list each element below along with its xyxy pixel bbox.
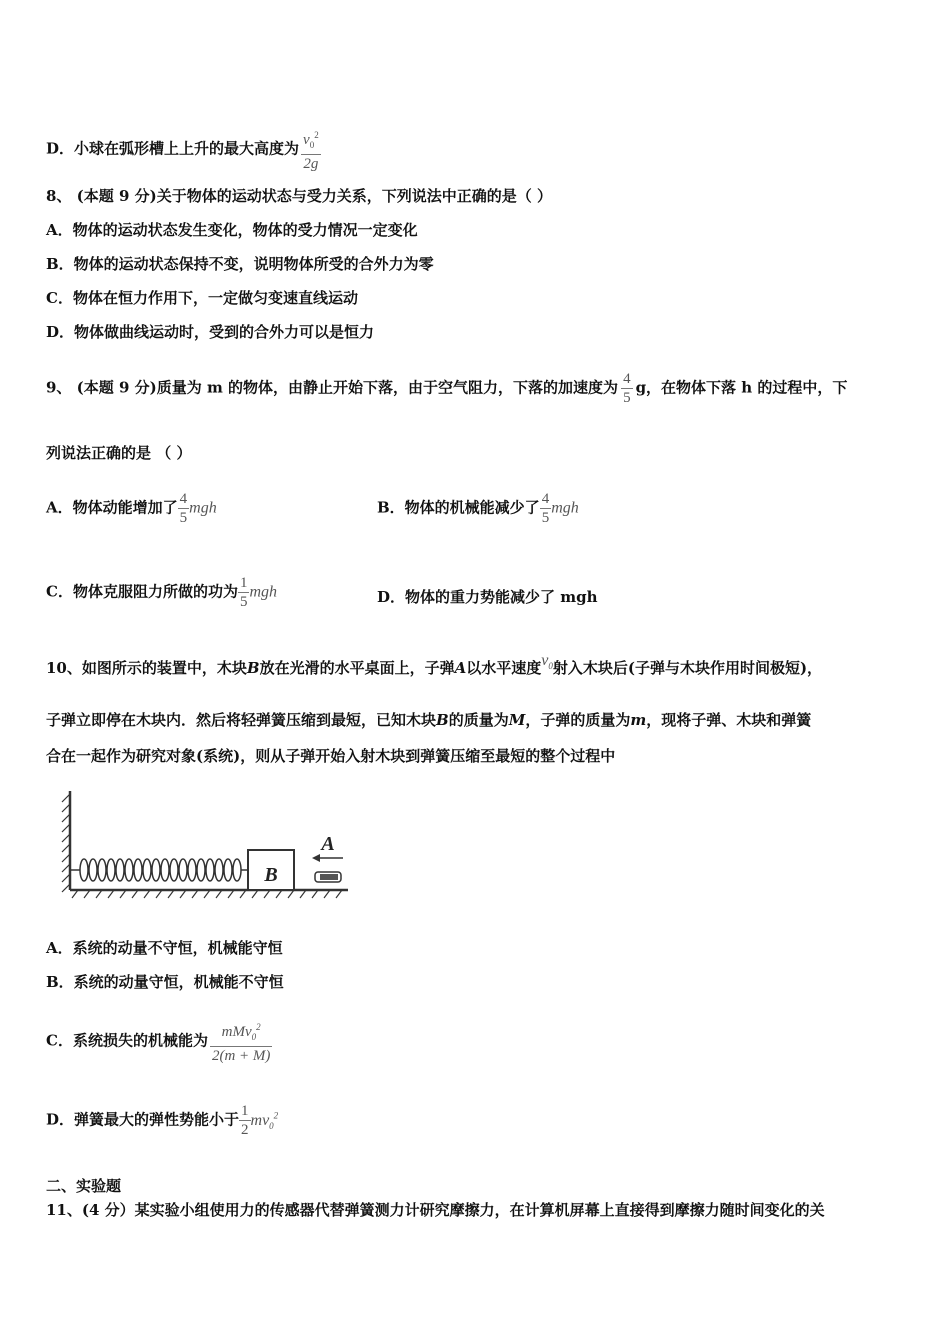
- q9-stem-line1: [46, 370, 847, 407]
- q7-option-d: [46, 126, 321, 173]
- q10-option-d-fraction: $\frac{1}{2}$: [241, 1103, 249, 1138]
- spring: [80, 859, 241, 881]
- q10-option-c: C．系统损失的机械能为 $\frac{mMv_0^2}{2(m + M)}$: [46, 1018, 272, 1065]
- block-b-label: B: [264, 864, 278, 886]
- q7-option-d-text: D．小球在弧形槽上上升的最大高度为: [46, 139, 300, 158]
- q10-v0-symbol: $v_0$: [541, 652, 553, 672]
- bullet-a-label: A: [321, 833, 335, 855]
- q9-option-c: C．物体克服阻力所做的功为 $\frac{1}{5}$ mgh: [46, 575, 278, 610]
- q9-stem-part-b: g，在物体下落 h 的过程中，下: [635, 378, 848, 397]
- q9-option-a: A．物体动能增加了 $\frac{4}{5}$ mgh: [46, 491, 217, 526]
- section-heading: 二、实验题: [46, 1177, 122, 1195]
- q9-stem-part-a: 9、 (本题 9 分)质量为 m 的物体，由静止开始下落，由于空气阻力，下落的加速度为: [46, 378, 619, 397]
- q10-stem-line2: 子弹立即停在木块内．然后将轻弹簧压缩到最短，已知木块B的质量为M，子弹的质量为m，现将子弹、木块和弹簧: [46, 711, 812, 729]
- q7-option-d-fraction: $\frac{v_0^2}{2g}$: [303, 130, 319, 172]
- q9-option-b: B．物体的机械能减少了 $\frac{4}{5}$ mgh: [377, 491, 579, 526]
- q9-option-b-fraction: $\frac{4}{5}$: [541, 491, 550, 526]
- q11-stem: 11、(4 分）某实验小组使用力的传感器代替弹簧测力计研究摩擦力，在计算机屏幕上直接得到摩擦力随时间变化的关: [46, 1201, 825, 1219]
- q9-stem-line2: 列说法正确的是 （ ）: [46, 444, 192, 462]
- q10-option-b: B．系统的动量守恒，机械能不守恒: [46, 973, 284, 991]
- q9-option-a-fraction: $\frac{4}{5}$: [179, 491, 188, 526]
- q9-option-c-fraction: $\frac{1}{5}$: [239, 575, 248, 610]
- q8-option-b: B．物体的运动状态保持不变，说明物体所受的合外力为零: [46, 255, 434, 273]
- q10-stem-line1: 10、如图所示的装置中，木块B放在光滑的水平桌面上，子弹A以水平速度$v_0$射入木块后(子弹与木块作用时间极短)，: [46, 652, 823, 677]
- q10-spring-block-figure: [58, 786, 358, 906]
- q10-option-a: A．系统的动量不守恒，机械能守恒: [46, 939, 283, 957]
- q10-option-c-fraction: $\frac{mMv_0^2}{2(m + M)}$: [211, 1022, 271, 1064]
- q8-stem: 8、 (本题 9 分)关于物体的运动状态与受力关系，下列说法中正确的是（ ）: [46, 187, 552, 205]
- q10-stem-line3: 合在一起作为研究对象(系统)，则从子弹开始入射木块到弹簧压缩至最短的整个过程中: [46, 747, 616, 765]
- q8-option-d: D．物体做曲线运动时，受到的合外力可以是恒力: [46, 323, 375, 341]
- q8-option-a: A．物体的运动状态发生变化，物体的受力情况一定变化: [46, 221, 418, 239]
- q9-accel-fraction: $\frac{4}{5}$: [623, 371, 631, 406]
- q8-option-c: C．物体在恒力作用下，一定做匀变速直线运动: [46, 289, 358, 307]
- q10-option-d: D．弹簧最大的弹性势能小于 $\frac{1}{2}$ $mv_0^2$: [46, 1103, 279, 1138]
- q9-option-d: D．物体的重力势能减少了 mgh: [377, 588, 598, 606]
